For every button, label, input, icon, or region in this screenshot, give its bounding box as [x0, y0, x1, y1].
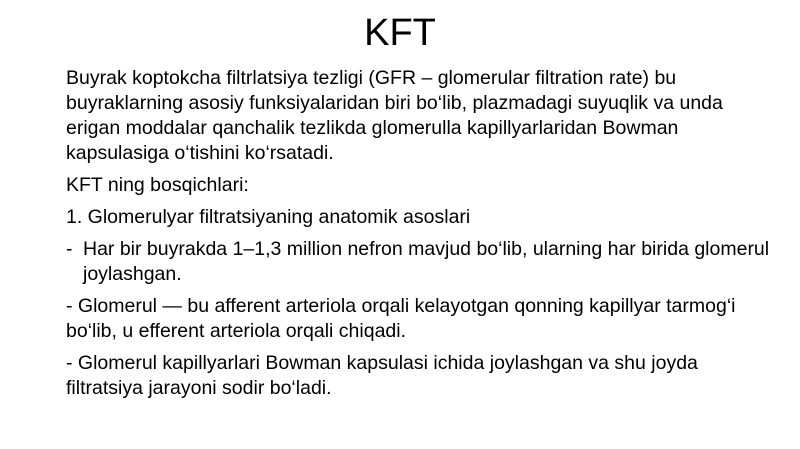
bullet-text: Har bir buyrakda 1–1,3 million nefron mavjud bo‘lib, ularning har birida glomerul joylashgan.: [83, 238, 770, 285]
stage-1-heading: 1. Glomerulyar filtratsiyaning anatomik asoslari: [66, 206, 471, 228]
stages-heading: KFT ning bosqichlari:: [66, 174, 249, 196]
nephron-bullet: [66, 237, 776, 287]
gfr-definition-paragraph: Buyrak koptokcha filtrlatsiya tezligi (GFR – glomerular filtration rate) bu buyraklarning asosiy funksiyalaridan biri bo‘lib, plazmadagi suyuqlik va unda erigan moddalar qanchalik tezlikda glomerulla kapillyarlaridan Bowman kapsulasiga o‘tishini ko‘rsatadi.: [66, 67, 723, 164]
slide-title: KFT: [364, 12, 436, 54]
glomerul-paragraph: - Glomerul — bu afferent arteriola orqali kelayotgan qonning kapillyar tarmog‘i bo‘lib, u efferent arteriola orqali chiqadi.: [66, 295, 736, 342]
slide-body: [66, 66, 776, 408]
bullet-marker: -: [66, 238, 73, 260]
capillaries-paragraph: - Glomerul kapillyarlari Bowman kapsulasi ichida joylashgan va shu joyda filtratsiya jarayoni sodir bo‘ladi.: [66, 352, 698, 399]
